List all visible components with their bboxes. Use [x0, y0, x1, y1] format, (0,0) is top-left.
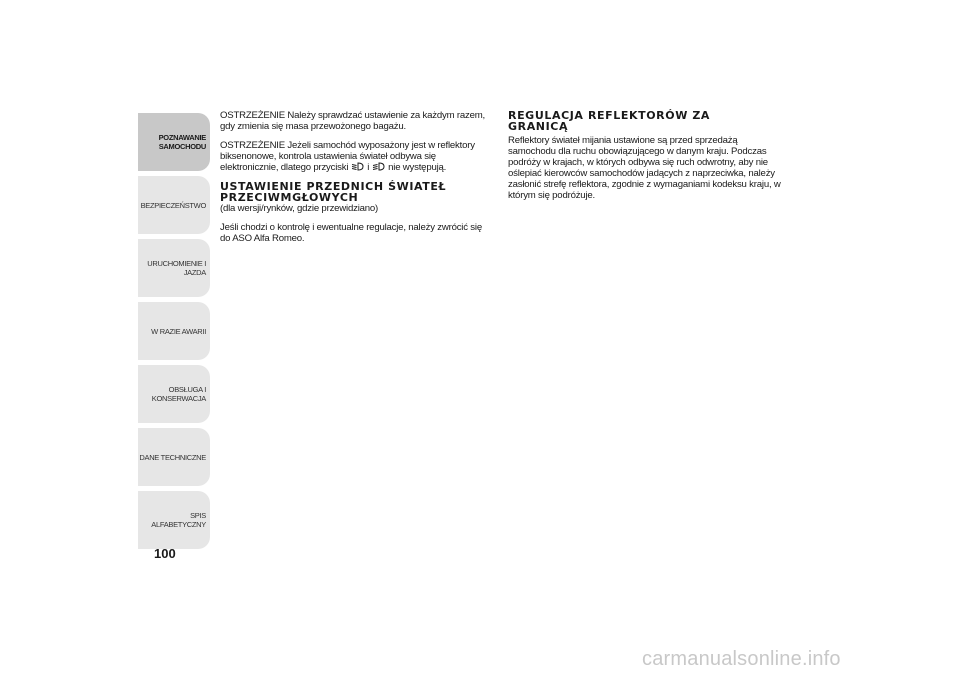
tab-dane-techniczne[interactable]: DANE TECHNICZNE [138, 428, 210, 486]
body-fog-lights: Jeśli chodzi o kontrolę i ewentualne regulacje, należy zwrócić się do ASO Alfa Romeo. [220, 222, 482, 244]
tab-bezpieczenstwo[interactable]: BEZPIECZEŃSTWO [138, 176, 210, 234]
left-column [220, 110, 492, 252]
tab-uruchomienie-i-jazda[interactable]: URUCHOMIENIE I JAZDA [138, 239, 210, 297]
tab-poznawanie-samochodu[interactable]: POZNAWANIE SAMOCHODU [138, 113, 210, 171]
subheading-fog-lights: (dla wersji/rynków, gdzie przewidziano) [220, 203, 379, 214]
page-number: 100 [154, 546, 176, 561]
headlight-up-icon [372, 162, 386, 171]
right-column [508, 110, 784, 209]
body-headlights-abroad: Reflektory świateł mijania ustawione są przed sprzedażą samochodu dla ruchu obowiązującego w danym kraju. Podczas podróży w krajach, w których odbywa się ruch odwrotny, aby nie oślepiać kierowców samochodów jadących z naprzeciwka, należy zasłonić strefę reflektora, zgodnie z wymaganiami kodeksu kraju, w którym się podróżuje. [508, 135, 781, 201]
heading-headlights-abroad: REGULACJA REFLEKTORÓW ZA GRANICĄ [508, 109, 711, 133]
tab-spis-alfabetyczny[interactable]: SPIS ALFABETYCZNY [138, 491, 210, 549]
warning-bagaz: OSTRZEŻENIE Należy sprawdzać ustawienie za każdym razem, gdy zmienia się masa przewożonego bagażu. [220, 110, 485, 132]
watermark: carmanualsonline.info [642, 648, 841, 670]
warning-biksenon [220, 140, 492, 173]
heading-fog-lights: USTAWIENIE PRZEDNICH ŚWIATEŁ PRZECIWMGŁOWYCH [220, 180, 447, 204]
headlight-down-icon [351, 162, 365, 171]
tab-obsluga-i-konserwacja[interactable]: OBSŁUGA I KONSERWACJA [138, 365, 210, 423]
warning-biksenon-text-2: i [364, 162, 372, 173]
warning-biksenon-text-1: OSTRZEŻENIE Jeżeli samochód wyposażony jest w reflektory biksenonowe, kontrola ustawienia świateł odbywa się elektronicznie, dlatego przyciski [220, 140, 475, 173]
warning-biksenon-text-3: nie występują. [385, 162, 447, 173]
tab-w-razie-awarii[interactable]: W RAZIE AWARII [138, 302, 210, 360]
